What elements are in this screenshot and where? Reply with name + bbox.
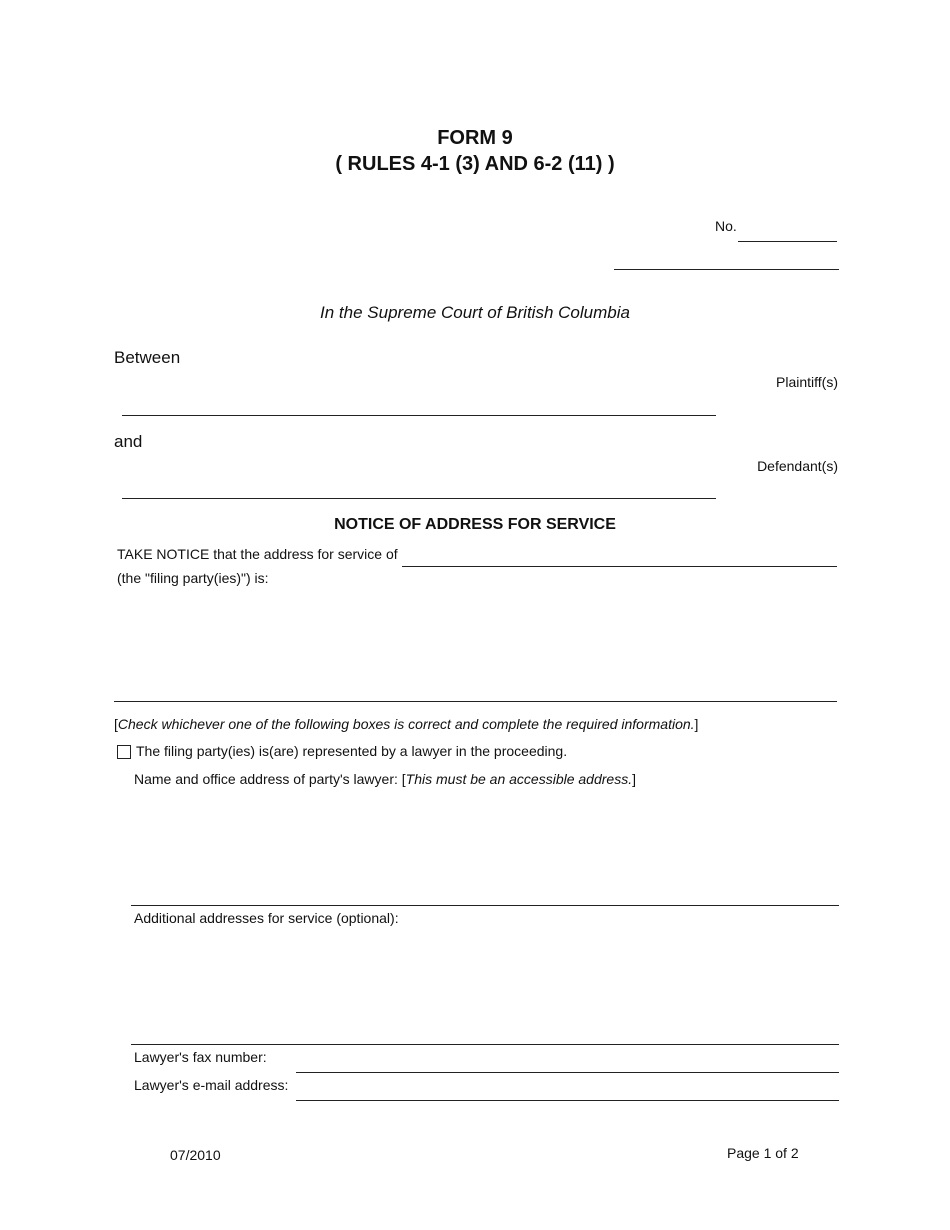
lawyer-address-prefix: Name and office address of party's lawyer: [ (134, 771, 406, 787)
lawyer-address-label (134, 771, 636, 787)
lawyer-address-close-bracket: ] (632, 771, 636, 787)
accessible-address-note: This must be an accessible address. (405, 771, 633, 787)
defendant-name-field[interactable] (122, 498, 716, 499)
fax-field[interactable] (296, 1072, 839, 1073)
additional-addresses-field[interactable] (131, 1044, 839, 1045)
between-label: Between (114, 348, 181, 367)
plaintiff-label: Plaintiff(s) (776, 374, 838, 390)
instructions-open-bracket: [ (114, 716, 118, 732)
email-label: Lawyer's e-mail address: (134, 1077, 289, 1093)
lawyer-address-field[interactable] (131, 905, 839, 906)
take-notice-text: TAKE NOTICE that the address for service of (117, 546, 398, 562)
court-number-field[interactable] (738, 241, 837, 242)
plaintiff-name-field[interactable] (122, 415, 716, 416)
court-name: In the Supreme Court of British Columbia (320, 303, 630, 322)
court-number-label: No. (715, 218, 737, 234)
filing-party-field[interactable] (402, 566, 837, 567)
fax-label: Lawyer's fax number: (134, 1049, 267, 1065)
form-title: FORM 9 (437, 127, 513, 149)
lawyer-checkbox-label: The filing party(ies) is(are) represented by a lawyer in the proceeding. (136, 743, 568, 759)
form-rules: ( RULES 4-1 (3) AND 6-2 (11) ) (335, 153, 615, 175)
and-label: and (114, 432, 143, 451)
page-number: Page 1 of 2 (727, 1145, 799, 1161)
registry-field[interactable] (614, 269, 839, 270)
service-address-field[interactable] (114, 701, 837, 702)
additional-addresses-label: Additional addresses for service (optional): (134, 910, 399, 926)
lawyer-checkbox[interactable] (117, 745, 131, 759)
instructions (114, 716, 698, 732)
instructions-text: Check whichever one of the following boxes is correct and complete the required information. (117, 716, 695, 732)
instructions-close-bracket: ] (694, 716, 699, 732)
form-date: 07/2010 (170, 1147, 221, 1163)
filing-parties-text: (the "filing party(ies)") is: (117, 570, 269, 586)
email-field[interactable] (296, 1100, 839, 1101)
defendant-label: Defendant(s) (757, 458, 838, 474)
notice-heading: NOTICE OF ADDRESS FOR SERVICE (334, 516, 616, 533)
